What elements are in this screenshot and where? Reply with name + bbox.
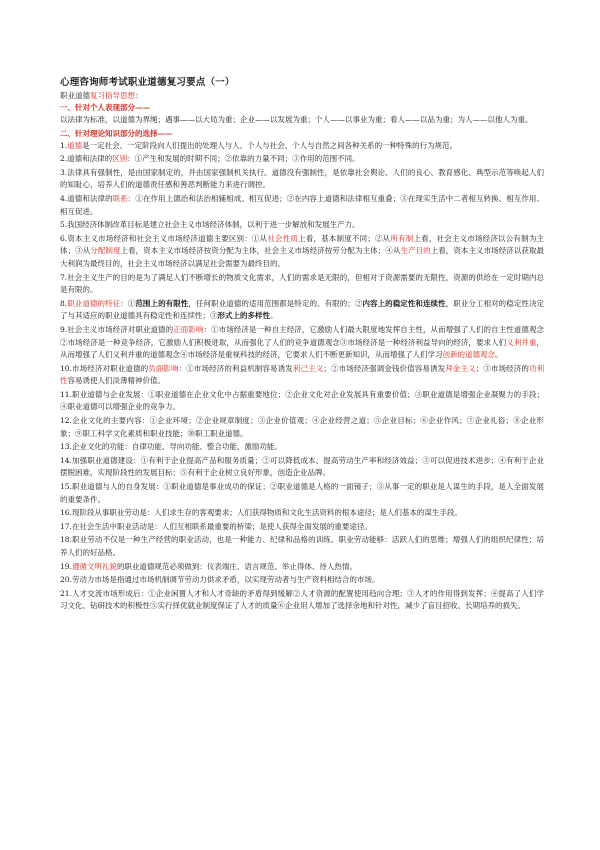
item-highlight: 拜金主义 bbox=[445, 363, 476, 373]
item-number: 3. bbox=[60, 167, 68, 177]
item-text: 法律具有强制性，是由国家制定的，并由国家强制机关执行。道德没有强制性，是依靠社会舆论、人们的良心、教育感化、典型示范等唤起人们的知耻心，培养人们的道德责任感和善恶判断能力来进行调控。 bbox=[60, 167, 544, 190]
item-text: ，从而增强了人们义利并重的道德观念④市场经济是重视科技的经济，它要求人们不断更新知识，从而增强了人们学习 bbox=[60, 337, 545, 360]
list-item bbox=[60, 324, 544, 362]
list-item bbox=[60, 272, 544, 297]
item-number: 12. bbox=[60, 416, 72, 426]
item-highlight: 区别 bbox=[112, 154, 128, 164]
item-highlight: 所有制 bbox=[390, 233, 414, 243]
item-text: ，职业分工相对的稳定性决定了与其适应的职业道德具有稳定性和连续性；③ bbox=[60, 298, 545, 321]
item-highlight: 生产目的 bbox=[400, 246, 431, 256]
item-number: 2. bbox=[60, 154, 68, 164]
item-number: 17. bbox=[60, 521, 72, 531]
item-text: 。 bbox=[495, 350, 503, 360]
item-highlight: 创新的道德观念 bbox=[442, 350, 495, 360]
item-number: 21. bbox=[60, 588, 72, 598]
section-heading-1: 一、针对个人表现部分—— bbox=[60, 103, 150, 112]
item-text: 。 bbox=[270, 311, 278, 321]
document-body bbox=[60, 76, 544, 614]
list-item bbox=[60, 153, 544, 166]
item-text: ：①产生和发展的时期不同；②依靠的力量不同；③作用的范围不同。 bbox=[127, 154, 360, 164]
item-number: 10. bbox=[60, 363, 72, 373]
item-highlight: 职业道德的特征 bbox=[67, 298, 121, 308]
section-heading-2: 二、针对理论知识部分的选择—— bbox=[60, 128, 173, 138]
item-text: 的职业道德规范必须做到：仪表端庄、语言规范、举止得体、待人热情。 bbox=[116, 561, 357, 571]
list-item bbox=[60, 219, 544, 232]
item-highlight: 利己主义 bbox=[292, 363, 324, 373]
item-text: 职业劳动不仅是一种生产经营的职业活动，也是一种能力、纪律和品格的训练。职业劳动能够：活跃人们的思维；增强人们的组织纪律性；培养人们的好品格。 bbox=[60, 535, 544, 557]
list-item bbox=[60, 193, 544, 218]
list-item bbox=[60, 574, 544, 587]
item-text: 我国经济体制改革目标是建立社会主义市场经济体制，以利于进一步解放和发展生产力。 bbox=[67, 220, 360, 230]
item-highlight: 道德 bbox=[67, 140, 83, 150]
list-item bbox=[60, 167, 544, 192]
item-bold: 范围上的有限性 bbox=[135, 298, 189, 308]
item-text: 加强职业道德建设：①有利于企业提高产品和服务质量；②可以降低成本、提高劳动生产率和经济效益；③可以促进技术进步；④有利于企业摆脱困难，实现阶段性的发展目标；⑤有利于企业树立良好形象，创造企业品牌。 bbox=[60, 455, 544, 478]
item-number: 16. bbox=[60, 508, 72, 518]
item-highlight: 社会性质 bbox=[267, 233, 299, 243]
list-item bbox=[60, 561, 544, 574]
guidance-line bbox=[60, 90, 544, 102]
list-item bbox=[60, 455, 544, 480]
guidance-colon: ： bbox=[135, 91, 143, 100]
item-number: 7. bbox=[60, 272, 68, 282]
item-text: 道德和法律的 bbox=[67, 193, 113, 203]
item-number: 13. bbox=[60, 442, 72, 452]
item-bold: 形式上的多样性 bbox=[217, 311, 270, 321]
guidance-highlight: 复习指导思想 bbox=[90, 91, 135, 100]
item-number: 15. bbox=[60, 482, 72, 492]
item-text: 上看，基本制度不同；②从 bbox=[298, 233, 391, 243]
list-item bbox=[60, 481, 544, 506]
item-text: 上看，资本主义市场经济以获取最大利润为最终目的，社会主义市场经济以满足社会需要为最终目的。 bbox=[60, 246, 545, 268]
item-text: 职业道德与企业发展：①职业道德在企业文化中占据重要地位；②企业文化对企业发展具有重要价值；③职业道德是增强企业凝聚力的手段；④职业道德可以增强企业的竞争力。 bbox=[60, 389, 544, 412]
item-text: 上看，资本主义市场经济按资分配为主体，社会主义市场经济按劳分配为主体；④从 bbox=[120, 246, 401, 256]
item-number: 18. bbox=[60, 535, 72, 545]
item-highlight: 功利性 bbox=[60, 363, 545, 386]
item-text: ：① bbox=[120, 298, 136, 308]
item-number: 4. bbox=[60, 193, 68, 203]
item-number: 11. bbox=[60, 389, 72, 399]
item-highlight: 分配制度 bbox=[90, 246, 121, 256]
list-item bbox=[60, 415, 544, 440]
item-text: ；②市场经济强调金钱价值容易诱发 bbox=[323, 363, 446, 373]
item-number: 20. bbox=[60, 575, 72, 585]
item-highlight: 义利并重 bbox=[506, 337, 537, 347]
item-text: 社会主义生产的目的是为了满足人们不断增长的物质文化需求，人们的需求是无限的，但相对于资源需要的无限性，资源的供给在一定时期内总是有限的。 bbox=[60, 272, 544, 295]
item-highlight: 正面影响 bbox=[173, 324, 204, 334]
list-item bbox=[60, 389, 544, 414]
item-text: ；③市场经济的 bbox=[475, 363, 529, 373]
list-item bbox=[60, 363, 544, 388]
guidance-prefix: 职业道德 bbox=[60, 91, 90, 100]
list-item bbox=[60, 298, 544, 323]
item-number: 9. bbox=[60, 324, 68, 334]
item-text: 市场经济对职业道德的 bbox=[71, 363, 149, 373]
item-number: 14. bbox=[60, 455, 72, 465]
item-number: 6. bbox=[60, 233, 68, 243]
item-number: 8. bbox=[60, 298, 68, 308]
list-item bbox=[60, 233, 544, 271]
item-bold: 内容上的稳定性和连续性 bbox=[362, 298, 446, 308]
item-text: 资本主义市场经济和社会主义市场经济道德主要区别：①从 bbox=[67, 233, 268, 243]
list-item bbox=[60, 534, 544, 559]
item-text: 上看，社会主义市场经济以公有制为主体；③从 bbox=[60, 233, 545, 256]
document-title: 心理咨询师考试职业道德复习要点（一） bbox=[60, 77, 235, 88]
item-text: 职业道德与人的自身发展：①职业道德是事业成功的保证；②职业道德是人格的一面镜子；③从事一定的职业是人谋生的手段，是人全面发展的重要条件。 bbox=[60, 482, 544, 504]
item-text: ：①市场经济是一种自主经济，它激励人们最大限度地发挥自主性，从而增强了人们的自主性道德观念②市场经济是一种竞争经济，它激励人们积极进取，从而强化了人们的竞争道德观念③市场经济是一种经济利益导向的经济，要求人们 bbox=[60, 324, 545, 347]
item-text: 容易诱使人们淡薄精神价值。 bbox=[67, 376, 165, 386]
item-text: ，任何职业道德的适用范围都是特定的、有限的；② bbox=[188, 298, 363, 308]
item-number: 19. bbox=[60, 561, 72, 571]
list-item bbox=[60, 521, 544, 534]
item-text: 企业文化的功能：自律功能、导向功能、整合功能、激励功能。 bbox=[71, 442, 282, 452]
item-text: 是一定社会、一定阶段向人们提出的处理人与人、个人与社会、个人与自然之间各种关系的一种特殊的行为规范。 bbox=[82, 140, 458, 150]
item-highlight: 负面影响 bbox=[148, 363, 179, 373]
item-text: 在社会生活中职业活动是：人们互相联系最重要的桥梁；是使人获得全面发展的重要途径。 bbox=[71, 521, 372, 531]
item-number: 1. bbox=[60, 140, 68, 150]
item-text: 现阶段从事职业劳动是：人们求生存的客观要求；人们获得物质和文化生活资料的根本途径；是人们基本的谋生手段。 bbox=[71, 508, 462, 518]
section-text-1: 以法律为标准，以道德为界绳；遇事——以大局为重；企业——以发展为重；个人——以事业为重；看人——以品为重；为人——以他人为重。 bbox=[60, 115, 533, 124]
item-text: 企业文化的主要内容：①企业环境；②企业规章制度；③企业价值观；④企业经营之道；⑤企业目标；⑥企业作风；⑦企业礼俗；⑧企业形象；⑨职工科学文化素质和职业技能；⑩职工职业道德。 bbox=[60, 416, 544, 438]
item-highlight: 联系 bbox=[112, 193, 128, 203]
item-highlight: 遵循文明礼貌 bbox=[71, 561, 117, 571]
list-item bbox=[60, 507, 544, 520]
item-text: ：①在作用上德治和法治相辅相成、相互促进；②在内容上道德和法律相互重叠；③在现实生活中二者相互转换、相互作用、相互促进。 bbox=[60, 193, 545, 216]
item-text: 劳动力市场是指通过市场机制调节劳动力供求矛盾，以实现劳动者与生产资料相结合的市场。 bbox=[71, 575, 380, 585]
item-text: ：①市场经济的利益机制容易诱发 bbox=[178, 363, 293, 373]
item-text: 社会主义市场经济对职业道德的 bbox=[67, 324, 174, 334]
item-text: 道德和法律的 bbox=[67, 154, 113, 164]
item-text: 人才交流市场形成后：①企业闲置人才和人才奇缺的矛盾得到缓解②人才资源的配置使用趋向合理；③人才的作用得到发挥；④提高了人们学习文化、钻研技术的积极性⑤实行择优就业制度保证了人才的质量⑥企业用人增加了选择余地和针对性，减少了盲目招收、长期培养的损失。 bbox=[60, 588, 544, 611]
list-item bbox=[60, 441, 544, 454]
list-item bbox=[60, 140, 544, 153]
item-number: 5. bbox=[60, 220, 68, 230]
list-item bbox=[60, 588, 544, 613]
